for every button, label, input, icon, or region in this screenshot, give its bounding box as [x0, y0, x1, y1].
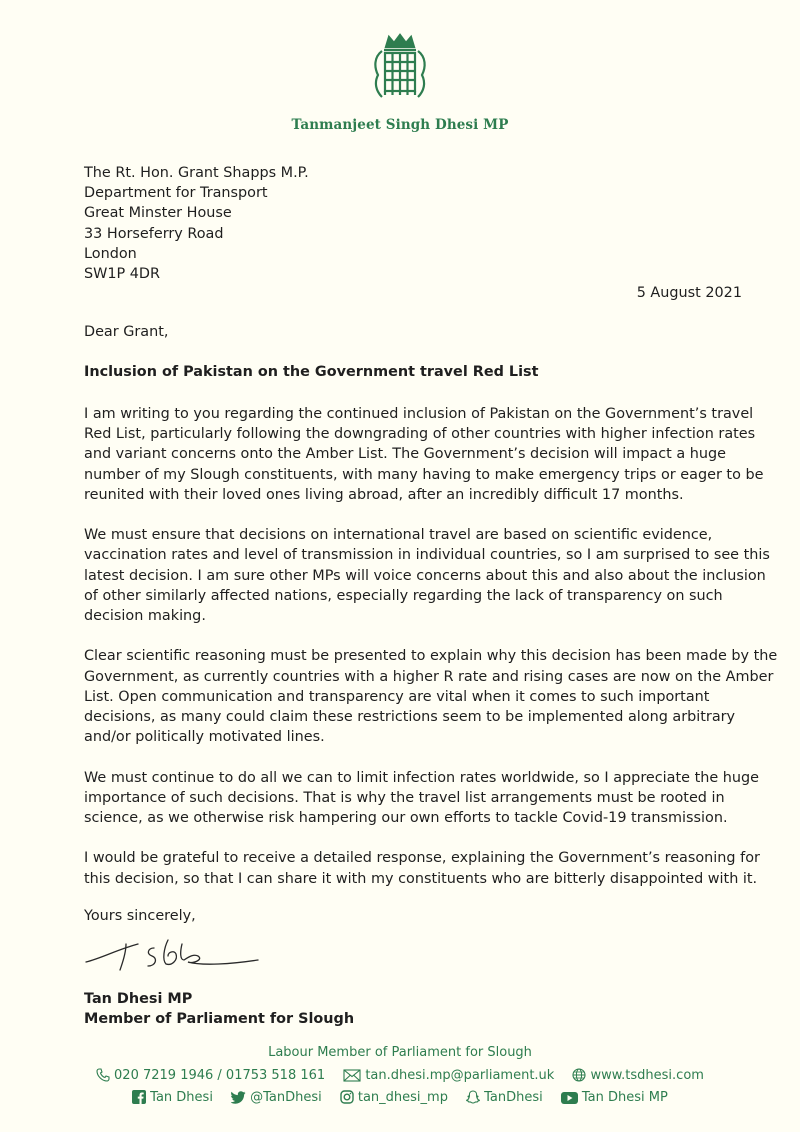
body-line: science, as we otherwise risk hampering our own efforts to tackle Covid-19 transmission.	[84, 810, 728, 827]
body-paragraph	[84, 646, 778, 747]
facebook-icon	[132, 1090, 146, 1104]
handwritten-signature	[82, 930, 272, 976]
mp-name-heading: Tanmanjeet Singh Dhesi MP	[291, 117, 509, 133]
body-paragraph	[84, 848, 760, 888]
body-line: I am writing to you regarding the continued inclusion of Pakistan on the Government’s travel	[84, 406, 754, 422]
body-line: reunited with their loved ones living abroad, after an incredibly difficult 17 months.	[84, 486, 684, 503]
signer-title: Member of Parliament for Slough	[84, 1011, 355, 1028]
snapchat-icon	[466, 1090, 480, 1104]
body-paragraph	[84, 525, 770, 626]
body-paragraph	[84, 768, 759, 829]
facebook-handle[interactable]: Tan Dhesi	[150, 1090, 213, 1105]
body-line: vaccination rates and level of transmission in individual countries, so I am surprised to see this	[84, 547, 770, 564]
body-line: Clear scientific reasoning must be presented to explain why this decision has been made by the	[84, 648, 778, 665]
footer-facebook[interactable]	[132, 1090, 213, 1105]
portcullis-crest-icon	[370, 33, 430, 101]
footer-email[interactable]	[343, 1068, 554, 1083]
footer-twitter[interactable]	[231, 1090, 322, 1105]
signer-name: Tan Dhesi MP	[84, 991, 193, 1007]
footer-snapchat[interactable]	[466, 1090, 543, 1105]
letter-date: 5 August 2021	[636, 285, 742, 301]
instagram-icon	[340, 1090, 354, 1104]
body-line: We must continue to do all we can to limit infection rates worldwide, so I appreciate the huge	[84, 769, 759, 786]
twitter-icon	[231, 1091, 246, 1104]
address-line: SW1P 4DR	[84, 266, 161, 283]
globe-icon	[572, 1068, 586, 1082]
email-address[interactable]: tan.dhesi.mp@parliament.uk	[365, 1068, 555, 1083]
envelope-icon	[343, 1069, 361, 1082]
body-line: We must ensure that decisions on international travel are based on scientific evidence,	[84, 527, 713, 544]
body-line: Government, as currently countries with a higher R rate and rising cases are now on the Amber	[84, 668, 774, 685]
closing: Yours sincerely,	[84, 908, 196, 924]
youtube-icon	[561, 1092, 578, 1104]
body-line: importance of such decisions. That is why the travel list arrangements must be rooted in	[84, 789, 725, 806]
footer-contact-row	[0, 1068, 800, 1083]
salutation: Dear Grant,	[84, 324, 169, 340]
subject-line: Inclusion of Pakistan on the Government travel Red List	[84, 364, 539, 380]
phone-icon	[96, 1068, 110, 1082]
body-line: decision making.	[84, 608, 206, 625]
body-line: this decision, so that I can share it with my constituents who are bitterly disappointed with it.	[84, 870, 758, 887]
youtube-handle[interactable]: Tan Dhesi MP	[581, 1090, 668, 1105]
instagram-handle[interactable]: tan_dhesi_mp	[357, 1090, 448, 1105]
footer-social-row	[0, 1090, 800, 1105]
body-line: of other similarly affected nations, especially regarding the lack of transparency on such	[84, 587, 723, 604]
twitter-handle[interactable]: @TanDhesi	[250, 1090, 322, 1105]
website-url[interactable]: www.tsdhesi.com	[590, 1068, 704, 1083]
body-line: List. Open communication and transparency are vital when it comes to such important	[84, 688, 710, 705]
letter-body	[84, 404, 778, 909]
phone-numbers: 020 7219 1946 / 01753 518 161	[114, 1068, 326, 1083]
address-line: The Rt. Hon. Grant Shapps M.P.	[84, 165, 309, 181]
footer-youtube[interactable]	[561, 1090, 668, 1105]
body-line: I would be grateful to receive a detailed response, explaining the Government’s reasoning for	[84, 850, 760, 867]
footer-phone	[96, 1068, 325, 1083]
address-line: 33 Horseferry Road	[84, 225, 224, 242]
recipient-address	[84, 163, 309, 284]
body-line: Red List, particularly following the downgrading of other countries with higher infection rates	[84, 426, 756, 443]
address-line: Department for Transport	[84, 185, 268, 202]
body-line: decisions, as many could claim these restrictions seem to be implemented along arbitrary	[84, 709, 736, 726]
snapchat-handle[interactable]: TanDhesi	[484, 1090, 543, 1105]
footer-website[interactable]	[572, 1068, 703, 1083]
footer-title: Labour Member of Parliament for Slough	[268, 1045, 532, 1060]
address-line: London	[84, 245, 137, 262]
body-line: and variant concerns onto the Amber List. The Government’s decision will impact a huge	[84, 446, 726, 463]
signer-block	[84, 989, 354, 1029]
address-line: Great Minster House	[84, 205, 232, 222]
body-paragraph	[84, 404, 764, 505]
body-line: latest decision. I am sure other MPs will voice concerns about this and also about the inclusion	[84, 567, 766, 584]
footer-instagram[interactable]	[340, 1090, 448, 1105]
body-line: and/or politically motivated lines.	[84, 729, 325, 746]
body-line: number of my Slough constituents, with many having to make emergency trips or eager to be	[84, 466, 764, 483]
